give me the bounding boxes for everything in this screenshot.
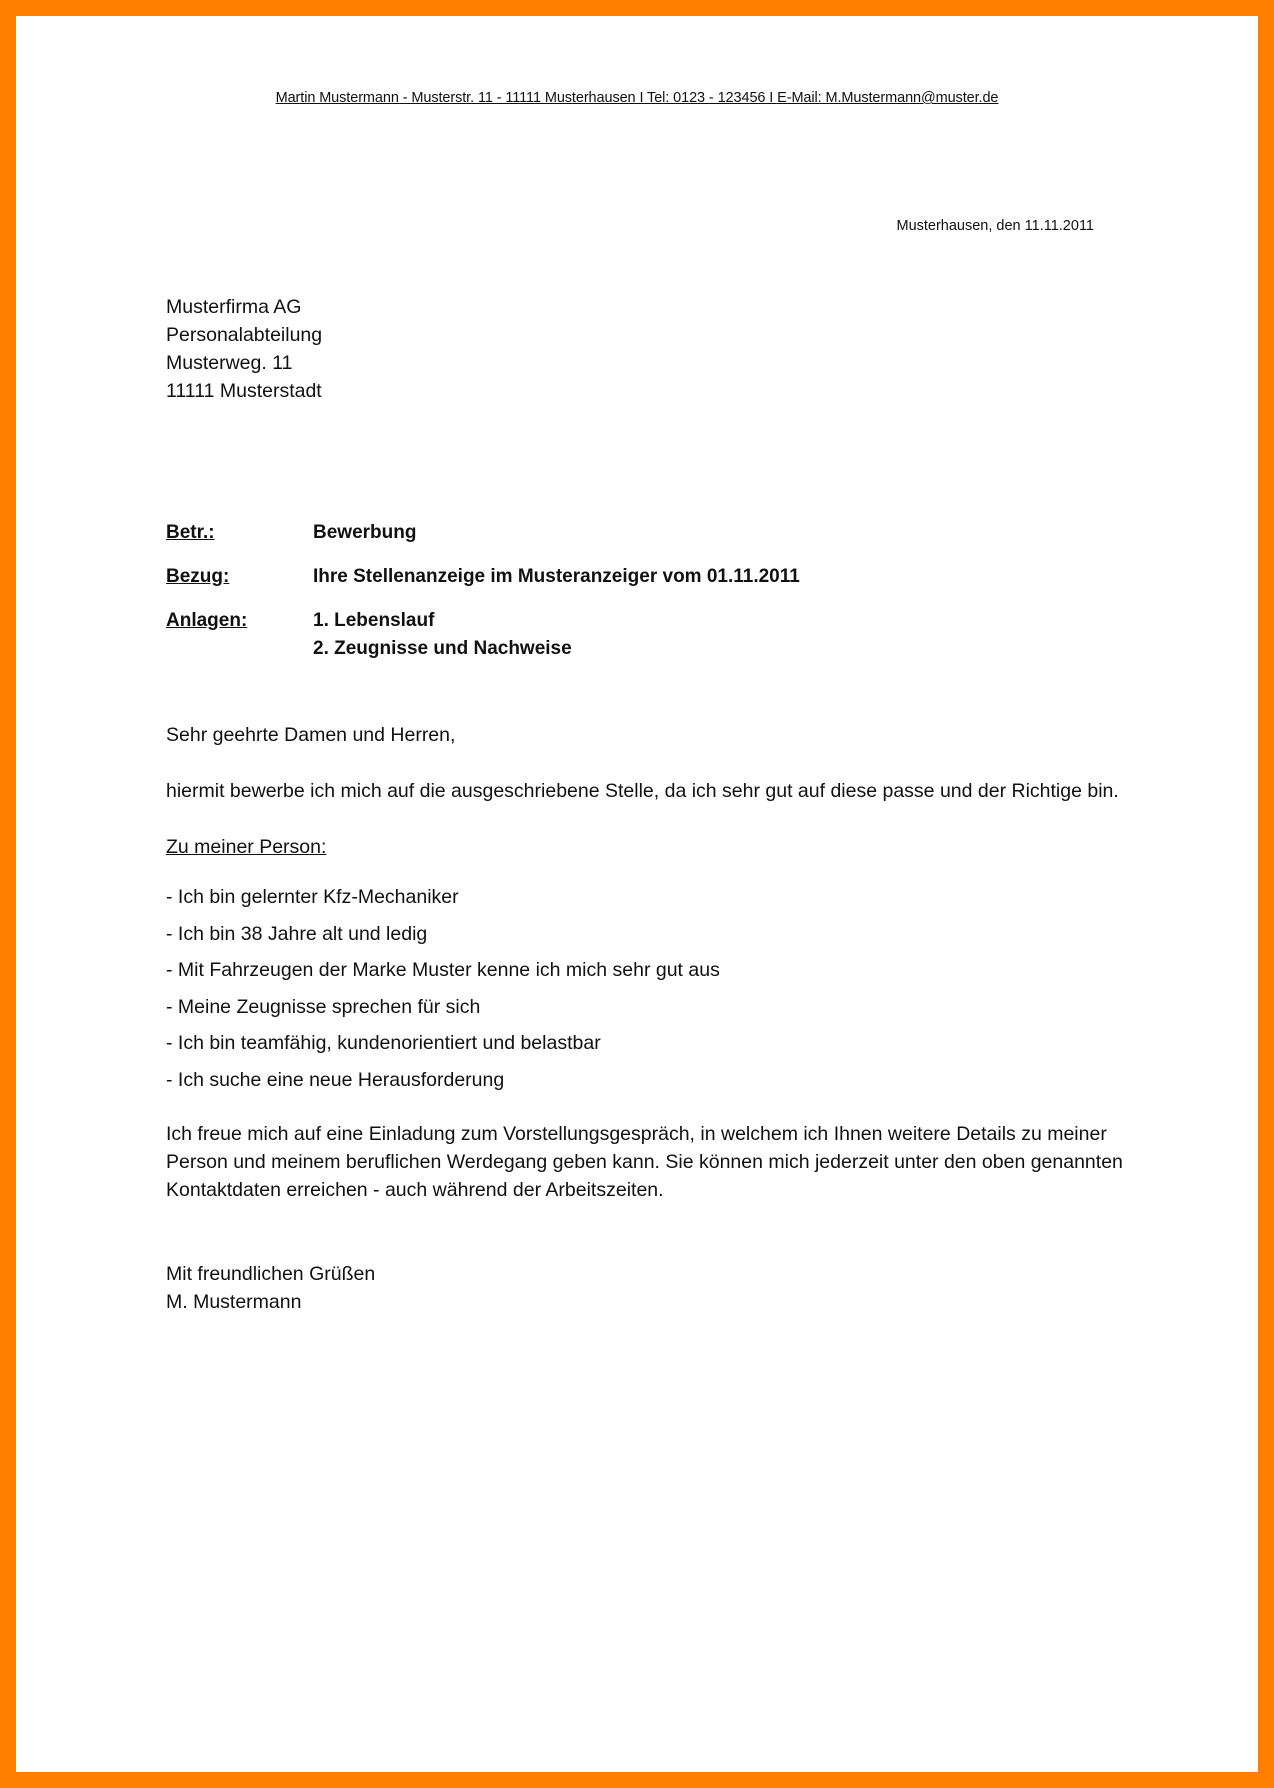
attachments-row [166,607,800,663]
intro-paragraph: hiermit bewerbe ich mich auf die ausgeschriebene Stelle, da ich sehr gut auf diese passe und der Richtige bin. [166,780,1119,802]
list-item: - Ich suche eine neue Herausforderung [166,1068,505,1091]
salutation: Sehr geehrte Damen und Herren, [166,724,456,746]
signature-block [166,1260,1126,1316]
section-heading: Zu meiner Person: [166,836,327,858]
date-line: Musterhausen, den 11.11.2011 [896,218,1094,234]
recipient-line: Personalabteilung [166,324,323,346]
subject-label: Betr.: [166,522,215,543]
sender-address-line: Martin Mustermann - Musterstr. 11 - 11111 Musterhausen I Tel: 0123 - 123456 I E-Mail: M.Mustermann@muster.de [275,90,999,106]
list-item: - Mit Fahrzeugen der Marke Muster kenne ich mich sehr gut aus [166,959,720,981]
subject-row [166,519,800,547]
recipient-address [166,293,322,405]
reference-label: Bezug: [166,566,230,587]
letter-body [166,721,1126,1316]
list-item: - Meine Zeugnisse sprechen für sich [166,995,481,1018]
bullet-list [166,879,1126,1098]
list-item: - Ich bin 38 Jahre alt und ledig [166,922,428,945]
recipient-line: Musterfirma AG [166,296,302,318]
recipient-line: Musterweg. 11 [166,352,293,374]
attachments-label: Anlagen: [166,610,248,631]
recipient-line: 11111 Musterstadt [166,380,322,402]
list-item: - Ich bin teamfähig, kundenorientiert und belastbar [166,1032,601,1054]
subject-value: Bewerbung [313,522,417,543]
list-item: - Ich bin gelernter Kfz-Mechaniker [166,886,459,908]
closing-paragraph: Ich freue mich auf eine Einladung zum Vorstellungsgespräch, in welchem ich Ihnen weitere Details zu meiner Person und meinem beruflichen Werdegang geben kann. Sie können mich jederzeit unter den oben genannten Kontaktdaten erreichen - auch während der Arbeitszeiten. [166,1123,1123,1201]
signature-name: M. Mustermann [166,1291,302,1313]
reference-row [166,563,800,591]
attachment-item: 1. Lebenslauf [313,610,435,631]
closing-greeting: Mit freundlichen Grüßen [166,1263,376,1285]
attachment-item: 2. Zeugnisse und Nachweise [313,638,572,659]
attachments-list [313,607,572,663]
letter-page [16,16,1258,1772]
letter-meta [166,519,800,679]
reference-value: Ihre Stellenanzeige im Musteranzeiger vom 01.11.2011 [313,566,800,587]
